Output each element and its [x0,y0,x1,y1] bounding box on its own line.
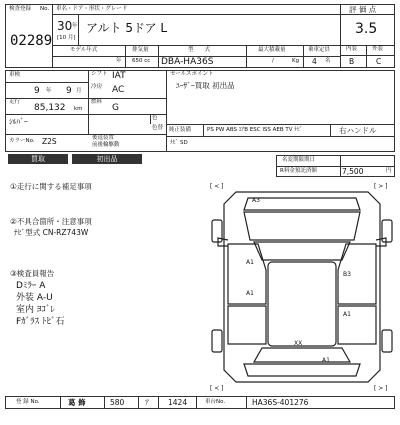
note-section-2-line: ﾅﾋﾞ型式 CN-RZ743W [14,228,89,237]
damage-mark-right-rear-door: A1 [343,311,351,318]
note-line-1: Dﾐﾗｰ A [16,281,46,291]
capacity-unit: 名 [325,58,331,64]
selling-value: ﾕｰｻﾞｰ買取 初出品 [176,81,235,90]
type-label: 型 式 [188,47,211,53]
mileage-label: 走行 [9,99,21,105]
cc-value: 650 cc [132,58,151,64]
year-value: 30 [57,19,73,33]
reg-class: 580 [110,398,125,407]
footer-frame [5,396,395,409]
svg-text:[ < ]: [ < ] [210,183,224,190]
inspection-month: 9 [66,86,72,96]
color-value: ｼﾙﾊﾞｰ [9,117,28,126]
model-year-unit: 年 [116,58,122,64]
tag-buy: 買取 [8,154,68,164]
note-section-2: ②不具合箇所・注意事項 [10,217,92,226]
equipment-value: PS PW ABS ｴｱB ESC ISS AEB TV ﾅﾋﾞ [207,127,303,133]
check-label: 検査登録 [9,6,32,12]
svg-text:[ > ]: [ > ] [374,385,388,392]
model-year-label: モデル年式 [70,47,98,53]
capacity-value: 4 [312,57,317,66]
handle-value: 右ハンドル [339,126,377,135]
lot-label: No. [40,6,50,12]
damage-mark-right-front-door: B3 [343,271,351,278]
model-header: 車名・ドア・形状・グレード [56,6,128,12]
chassis-label: 車台No. [205,399,226,405]
name-change-label: 名変期限期日 [282,157,316,163]
mileage-unit: km [74,106,83,112]
month-value: [10 月] [57,35,76,41]
inspection-year: 9 [34,86,40,96]
equipment-label: 純正装備 [169,127,192,133]
note-line-2: 外装 A-U [16,293,53,303]
reg-area: 葛 飾 [68,398,86,407]
ac-label: 冷房 [91,84,103,90]
color-code-value: Z2S [42,137,57,146]
note-line-4: Fｶﾞﾗｽ ﾄﾋﾞ石 [16,317,65,327]
color-label: 色 [152,115,158,121]
tag-first: 初出品 [72,154,142,164]
damage-mark-left-front-door: A1 [246,259,254,266]
grade-value: 3.5 [355,21,378,37]
fuel-value: G [112,103,119,113]
recycle-unit: 円 [386,168,392,174]
interior-value: B [349,57,355,66]
damage-mark-front-bumper: A3 [252,197,260,204]
load-unit: Kg [292,58,300,64]
svg-text:[ > ]: [ > ] [374,183,388,190]
note-section-3: ③検査員報告 [10,269,55,278]
type-value: DBA-HA36S [161,57,214,67]
color-code-label: カラーNo. [9,138,35,144]
interior-label: 内装 [346,46,358,52]
car-diagram [208,180,396,392]
fuel-label: 燃料 [91,99,103,105]
mileage-value: 85,132 [34,103,66,113]
svg-text:[ < ]: [ < ] [210,385,224,392]
chassis-value: HA36S-401276 [252,398,309,407]
reg-number: 1424 [168,398,188,407]
damage-mark-left-rear-door: A1 [246,290,254,297]
ac-value: AC [112,85,125,95]
year-unit: 年 [72,23,78,29]
inspection-label: 車検 [9,72,21,78]
selling-label: セールスポイント [170,71,214,77]
load-value: / [272,58,274,64]
damage-mark-rear-bumper: A1 [322,357,330,364]
inspection-year-unit: 年 [46,88,52,94]
load-label: 最大積載量 [258,47,286,53]
prev-label: 後退装置 [92,135,115,141]
reg-kana: ｱ [145,398,149,407]
lot-number: 02289 [10,33,53,49]
capacity-label: 乗車定員 [308,47,331,53]
exterior-label: 外装 [372,46,384,52]
grade-label: 評 価 点 [349,5,377,14]
color-no-label: 色替 [152,125,164,131]
navi-value: ﾅﾋﾞ SD [170,140,188,146]
car-name: アルト 5ドア L [86,21,168,35]
cc-label: 排気量 [132,47,149,53]
shift-value: IAT [112,71,126,81]
exterior-value: C [376,57,382,66]
reg-label: 登 録 No. [16,399,40,405]
shift-label: シフト [91,71,108,77]
prev-label-2: 前後輪駆動 [92,142,120,148]
note-line-3: 室内 ﾖｺﾞﾚ [16,305,55,315]
inspection-month-unit: 月 [76,88,82,94]
note-section-1: ①走行に関する補足事項 [10,182,92,191]
recycle-value: 7,500 [342,167,364,176]
damage-mark-rear-window: XX [294,340,303,347]
recycle-label: R料金預託済額 [280,168,317,174]
